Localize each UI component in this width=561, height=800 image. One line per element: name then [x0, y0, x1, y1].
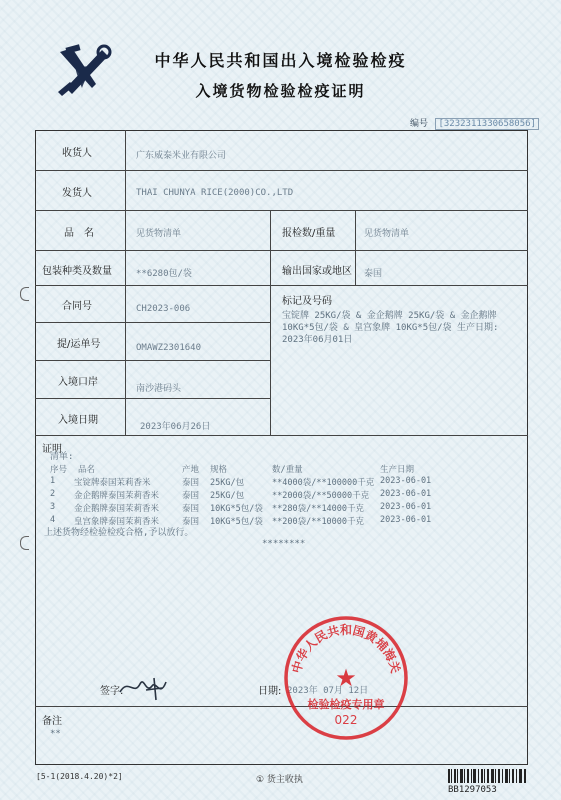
entry-date-label: 入境日期	[58, 415, 98, 426]
marks-label: 标记及号码	[282, 296, 332, 307]
table-rule	[35, 398, 270, 399]
origin-value: 泰国	[364, 269, 383, 279]
table-rule	[270, 210, 271, 435]
product-label: 品 名	[64, 228, 94, 239]
table-rule	[35, 170, 528, 171]
inspection-result-note: 上述货物经检验检疫合格,予以放行。	[44, 528, 194, 538]
serial-label: 编号	[410, 119, 429, 129]
serial-value: [3232311330658056]	[435, 118, 539, 130]
cell-no: 1	[50, 476, 56, 486]
serial-number	[410, 116, 539, 129]
cell-qty: **4000袋/**100000千克	[272, 478, 375, 488]
sign-date-value: 2023年 07月 12日	[287, 686, 369, 696]
cell-date: 2023-06-01	[380, 476, 432, 486]
barcode-icon	[448, 769, 528, 783]
entry-port-label: 入境口岸	[58, 377, 98, 388]
table-rule	[125, 130, 126, 435]
cell-date: 2023-06-01	[380, 515, 432, 525]
end-mark: ********	[262, 539, 306, 549]
barcode-number: BB1297053	[448, 785, 497, 795]
cell-origin: 泰国	[182, 478, 200, 488]
cell-name: 皇宫象牌泰国茉莉香米	[74, 517, 160, 527]
cell-qty: **200袋/**10000千克	[272, 517, 365, 527]
seal-number: 022	[334, 713, 358, 727]
header-date: 生产日期	[380, 465, 415, 475]
consignor-value: THAI CHUNYA RICE(2000)CO.,LTD	[136, 188, 294, 198]
header-no: 序号	[50, 465, 68, 475]
marks-value: 宝锭牌 25KG/袋 & 金企鹅牌 25KG/袋 & 金企鹅牌 10KG*5包/袋 & 皇宫象牌 10KG*5包/袋 生产日期: 2023年06月01日	[282, 311, 499, 345]
form-code: [5-1(2018.4.20)*2]	[36, 772, 123, 781]
package-value: **6280包/袋	[136, 269, 192, 279]
list-label: 清单:	[50, 452, 74, 462]
quantity-value: 见货物清单	[364, 229, 410, 239]
cell-spec: 25KG/包	[210, 491, 245, 501]
copy-label: ① 货主收执	[256, 775, 303, 785]
quantity-label: 报检数/重量	[282, 228, 336, 239]
bill-of-lading-label: 提/运单号	[57, 339, 101, 350]
sign-date-label: 日期:	[258, 686, 282, 697]
header-name: 品名	[78, 465, 96, 475]
handwritten-signature-icon	[116, 672, 186, 702]
cell-date: 2023-06-01	[380, 502, 432, 512]
cell-name: 金企鹅牌泰国茉莉香米	[74, 491, 160, 501]
certify-label: 证明	[42, 444, 62, 455]
cell-spec: 25KG/包	[210, 478, 245, 488]
cell-spec: 10KG*5包/袋	[210, 504, 263, 514]
seal-bottom-text: 检验检疫专用章	[307, 698, 385, 711]
package-label: 包装种类及数量	[42, 266, 112, 277]
cell-origin: 泰国	[182, 504, 200, 514]
cell-spec: 10KG*5包/袋	[210, 517, 263, 527]
contract-label: 合同号	[62, 301, 92, 312]
consignee-label: 收货人	[62, 148, 92, 159]
cell-name: 金企鹅牌泰国茉莉香米	[74, 504, 160, 514]
table-rule	[355, 210, 356, 285]
seal-star: ★	[335, 664, 357, 692]
official-seal-icon	[280, 612, 412, 744]
entry-date-value: 2023年06月26日	[140, 422, 211, 432]
origin-label: 输出国家或地区	[282, 266, 352, 277]
cell-qty: **280袋/**14000千克	[272, 504, 365, 514]
header-origin: 产地	[182, 465, 200, 475]
product-value: 见货物清单	[136, 229, 182, 239]
cell-origin: 泰国	[182, 491, 200, 501]
table-rule	[35, 285, 528, 286]
header-spec: 规格	[210, 465, 228, 475]
document-title: 入境货物检验检疫证明	[195, 82, 366, 100]
entry-port-value: 南沙港码头	[136, 384, 182, 394]
document-authority-title: 中华人民共和国出入境检验检疫	[154, 51, 407, 70]
cell-no: 4	[50, 515, 56, 525]
signer-label: 签字:	[100, 686, 124, 697]
remarks-label: 备注	[42, 716, 62, 727]
seal-arc-text: 中华人民共和国黄埔海关	[289, 623, 403, 675]
table-rule	[35, 360, 270, 361]
contract-value: CH2023-006	[136, 304, 191, 314]
bill-of-lading-value: OMAWZ2301640	[136, 343, 202, 353]
consignor-label: 发货人	[62, 188, 92, 199]
punch-hole	[20, 287, 29, 301]
header-qty: 数/重量	[272, 465, 303, 475]
table-rule	[35, 322, 270, 323]
table-rule	[35, 435, 528, 436]
consignee-value: 广东威泰米业有限公司	[136, 151, 227, 161]
cell-name: 宝锭牌泰国茉莉香米	[74, 478, 151, 488]
cell-no: 3	[50, 502, 56, 512]
cell-origin: 泰国	[182, 517, 200, 527]
table-rule	[35, 210, 528, 211]
cell-qty: **2000袋/**50000千克	[272, 491, 370, 501]
cell-no: 2	[50, 489, 56, 499]
punch-hole	[20, 536, 29, 550]
cell-date: 2023-06-01	[380, 489, 432, 499]
remarks-value: **	[50, 729, 61, 739]
table-rule	[35, 250, 528, 251]
